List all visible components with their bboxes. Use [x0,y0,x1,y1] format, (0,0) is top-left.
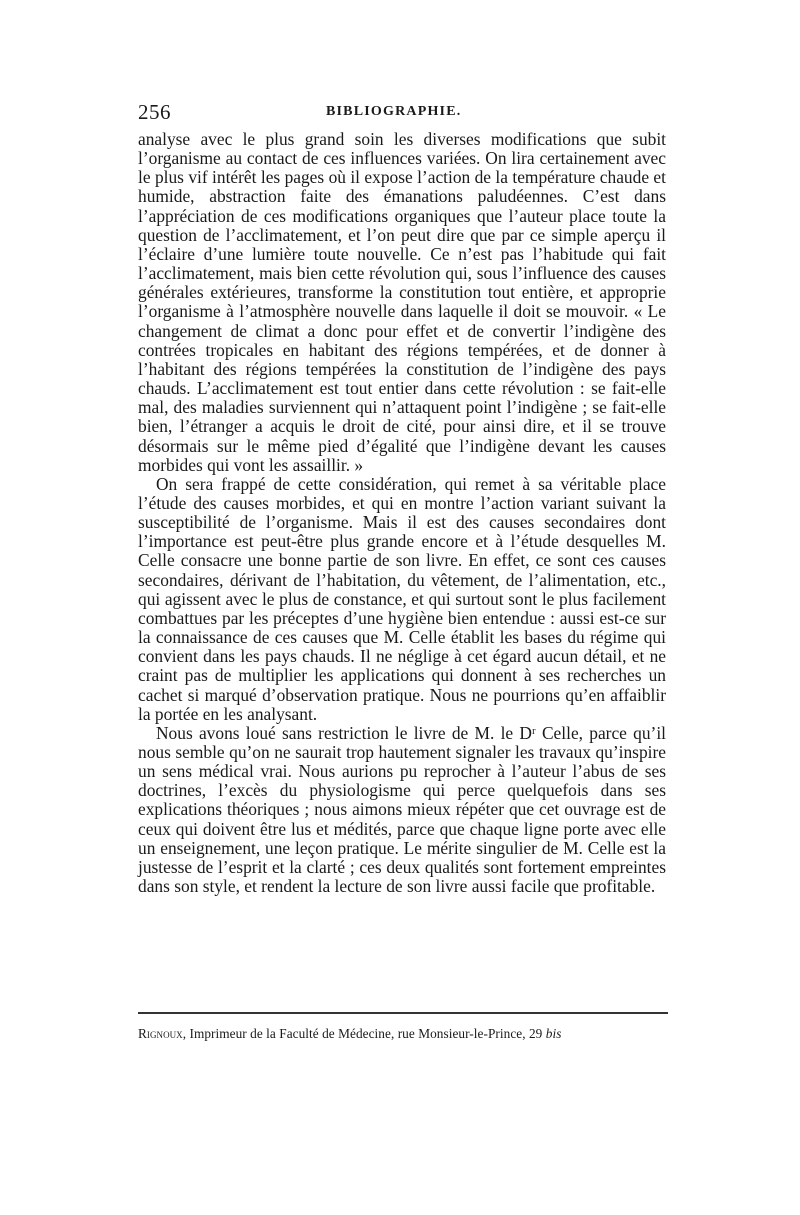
printer-name: Rignoux [138,1026,183,1041]
paragraph: Nous avons loué sans restriction le livre de M. le Dʳ Celle, parce qu’il nous semble qu’on ne saurait trop hautement signaler les travaux qu’inspire un sens médical vrai. Nous aurions pu reprocher à l’auteur l’abus de ses doctrines, l’excès du physiologisme qui perce quelquefois dans ses explications théoriques ; nous aimons mieux répéter que cet ouvrage est de ceux qui doivent être lus et médités, parce que chaque ligne porte avec elle un enseignement, une leçon pratique. Le mérite singulier de M. Celle est la justesse de l’esprit et la clarté ; ces deux qualités sont fortement empreintes dans son style, et rendent la lecture de son livre aussi facile que profitable. [138,722,666,897]
footer-rule [138,1012,668,1014]
address-suffix: bis [545,1026,562,1041]
paragraph: On sera frappé de cette considération, qui remet à sa véritable place l’étude des causes morbides, et qui en montre l’action variant suivant la susceptibilité de l’organisme. Mais il est des causes secondaires dont l’importance est peut-être plus grande encore et à l’étude desquelles M. Celle consacre une bonne partie de son livre. En effet, ce sont ces causes secondaires, dérivant de l’habitation, du vêtement, de l’alimentation, etc., qui agissent avec le plus de constance, et qui surtout sont le plus facilement combattues par les préceptes d’une hygiène bien entendue : aussi est-ce sur la connaissance de ces causes que M. Celle établit les bases du régime qui convient dans les pays chauds. Il ne néglige à cet égard aucun détail, et ne craint pas de multiplier les applications qui donnent à ses recherches un cachet si marqué d’observation pratique. Nous ne pourrions qu’en affaiblir la portée en les analysant. [138,473,666,724]
printer-colophon [138,1026,668,1042]
running-head: BIBLIOGRAPHIE. [326,104,462,119]
page-header [138,100,668,126]
page-number: 256 [138,100,171,124]
paragraph-continued: analyse avec le plus grand soin les diverses modifications que subit l’organisme au contact de ces influences variées. On lira certainement avec le plus vif intérêt les pages où il expose l’action de la température chaude et humide, abstraction faite des émanations paludéennes. C’est dans l’appréciation de ces modifications organiques que l’auteur place toute la question de l’acclimatement, et l’on peut dire que par ce simple aperçu il l’éclaire d’une lumière toute nouvelle. Ce n’est pas l’habitude qui fait l’acclimatement, mais bien cette révolution qui, sous l’influence des causes générales extérieures, transforme la constitution tout entière, et approprie l’organisme à l’atmosphère nouvelle dans laquelle il doit se mouvoir. « Le changement de climat a donc pour effet et de convertir l’indigène des contrées tropicales en habitant des régions tempérées, et de donner à l’habitant des régions tempérées la constitution de l’indigène des pays chauds. L’acclimatement est tout entier dans cette révolution : se fait-elle mal, des maladies surviennent qui n’attaquent point l’indigène ; se fait-elle bien, l’étranger a acquis le droit de cité, pour ainsi dire, et il se trouve désormais sur le même pied d’égalité que l’indigène devant les causes morbides qui vont les assaillir. » [138,129,666,475]
body-text [138,130,666,896]
printer-address: , Imprimeur de la Faculté de Médecine, rue Monsieur-le-Prince, 29 [182,1026,546,1041]
